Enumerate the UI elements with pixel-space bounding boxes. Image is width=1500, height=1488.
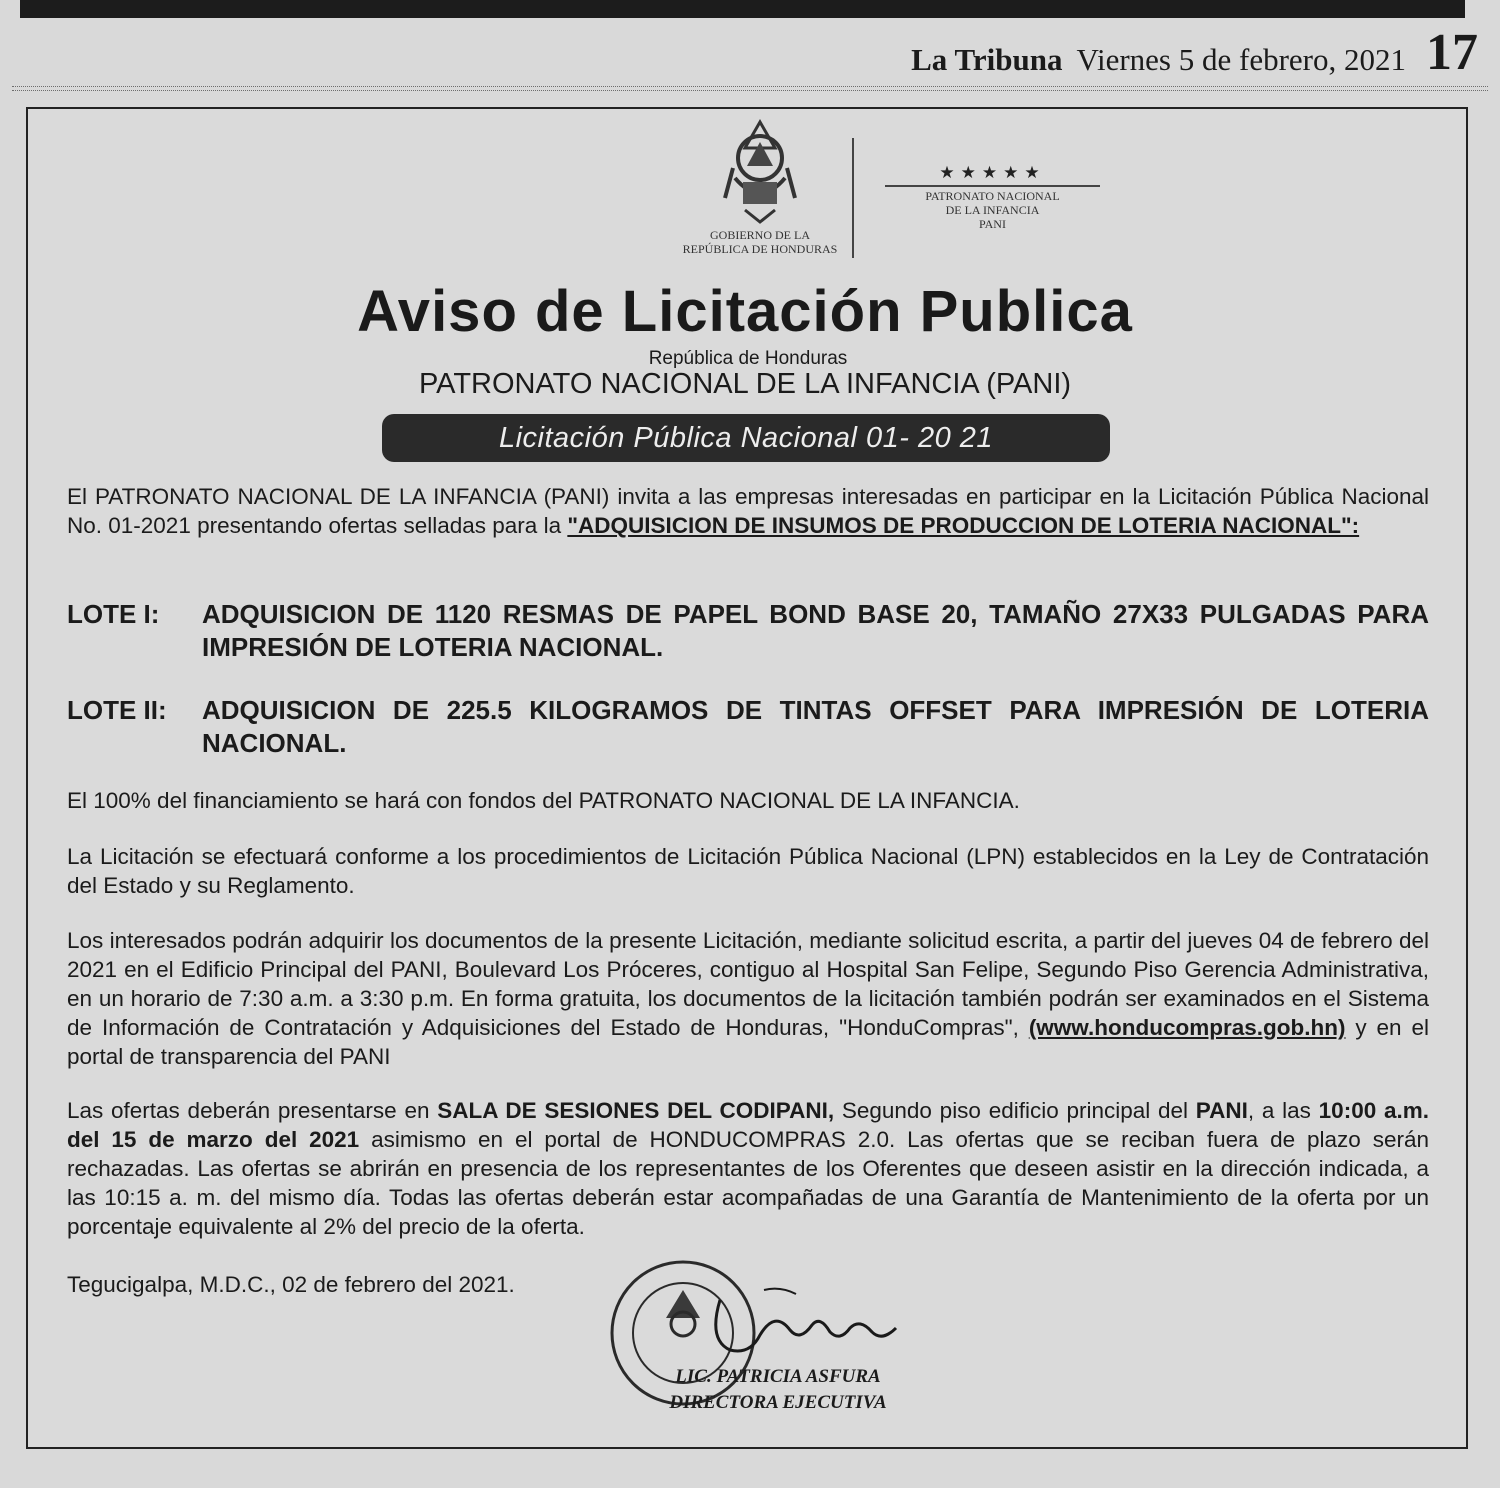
tender-object: "ADQUISICION DE INSUMOS DE PRODUCCION DE LOTERIA NACIONAL": [567, 513, 1360, 538]
pani-stars-icon: ★★★★★ [939, 163, 1046, 182]
procedure-paragraph: La Licitación se efectuará conforme a los procedimientos de Licitación Pública Nacional (LPN) establecidos en la Ley de Contratación del Estado y su Reglamento. [67, 844, 1429, 898]
lot-item [67, 694, 1429, 760]
government-logo-text: GOBIERNO DE LA REPÚBLICA DE HONDURAS [682, 228, 838, 256]
honducompras-link[interactable]: (www.honducompras.gob.hn) [1028, 1015, 1346, 1040]
signer-title: DIRECTORA EJECUTIVA [669, 1392, 887, 1413]
signer-block [648, 1364, 908, 1416]
notice-title: Aviso de Licitación Publica [357, 279, 1133, 344]
country-name: República de Honduras [648, 348, 848, 369]
signature [700, 1280, 940, 1360]
institution-name: PATRONATO NACIONAL DE LA INFANCIA (PANI) [418, 368, 1072, 400]
lot-item [67, 598, 1429, 664]
lot-text: ADQUISICION DE 225.5 KILOGRAMOS DE TINTAS OFFSET PARA IMPRESIÓN DE LOTERIA NACIONAL. [202, 695, 1429, 758]
lot-label: LOTE I: [67, 599, 160, 629]
logos-block [640, 118, 1110, 268]
pani-logo-text: PATRONATO NACIONAL DE LA INFANCIA PANI [925, 189, 1060, 231]
signer-name: LIC. PATRICIA ASFURA [675, 1366, 881, 1387]
tender-id-banner: Licitación Pública Nacional 01- 20 21 [382, 414, 1110, 462]
handwritten-signature-icon [700, 1280, 940, 1360]
lot-text: ADQUISICION DE 1120 RESMAS DE PAPEL BOND BASE 20, TAMAÑO 27X33 PULGADAS PARA IMPRESIÓN DE LOTERIA NACIONAL. [202, 599, 1429, 662]
documents-paragraph: Los interesados podrán adquirir los documentos de la presente Licitación, mediante solicitud escrita, a partir del jueves 04 de febrero del 2021 en el Edificio Principal del PANI, Boulevard Los Próceres, contiguo al Hospital San Felipe, Segundo Piso Gerencia Administrativa, en un horario de 7:30 a.m. a 3:30 p.m. En forma gratuita, los documentos de la licitación también podrán ser examinados en el Sistema de Información de Contratación y Adquisiciones del Estado de Honduras, "HonduCompras", (www.honducompras.gob.hn) y en el portal de transparencia del PANI [67, 928, 1429, 1069]
place-and-date: Tegucigalpa, M.D.C., 02 de febrero del 2021. [67, 1272, 515, 1297]
logo-divider [852, 138, 854, 258]
newspaper-name: La Tribuna [911, 42, 1063, 77]
masthead-rule [12, 86, 1488, 91]
intro-paragraph: El PATRONATO NACIONAL DE LA INFANCIA (PANI) invita a las empresas interesadas en participar en la Licitación Pública Nacional No. 01-2021 presentando ofertas selladas para la "ADQUISICION DE INSUMOS DE PRODUCCION DE LOTERIA NACIONAL": [67, 484, 1429, 538]
masthead [911, 22, 1478, 81]
pani-logo [885, 163, 1100, 231]
financing-paragraph: El 100% del financiamiento se hará con fondos del PATRONATO NACIONAL DE LA INFANCIA. [67, 788, 1020, 813]
page-number: 17 [1426, 24, 1478, 81]
top-black-bar [20, 0, 1465, 18]
offers-paragraph: Las ofertas deberán presentarse en SALA DE SESIONES DEL CODIPANI, Segundo piso edificio principal del PANI, a las 10:00 a.m. del 15 de marzo del 2021 asimismo en el portal de HONDUCOMPRAS 2.0. Las ofertas que se reciban fuera de plazo serán rechazadas. Las ofertas se abrirán en presencia de los representantes de los Oferentes que deseen asistir en la dirección indicada, a las 10:15 a. m. del mismo día. Todas las ofertas deberán estar acompañadas de una Garantía de Mantenimiento de la oferta por un porcentaje equivalente al 2% del precio de la oferta. [67, 1098, 1429, 1239]
lot-label: LOTE II: [67, 695, 167, 725]
issue-date: Viernes 5 de febrero, 2021 [1076, 42, 1406, 77]
government-logo [660, 118, 860, 268]
honduras-coat-of-arms-icon [715, 118, 805, 226]
